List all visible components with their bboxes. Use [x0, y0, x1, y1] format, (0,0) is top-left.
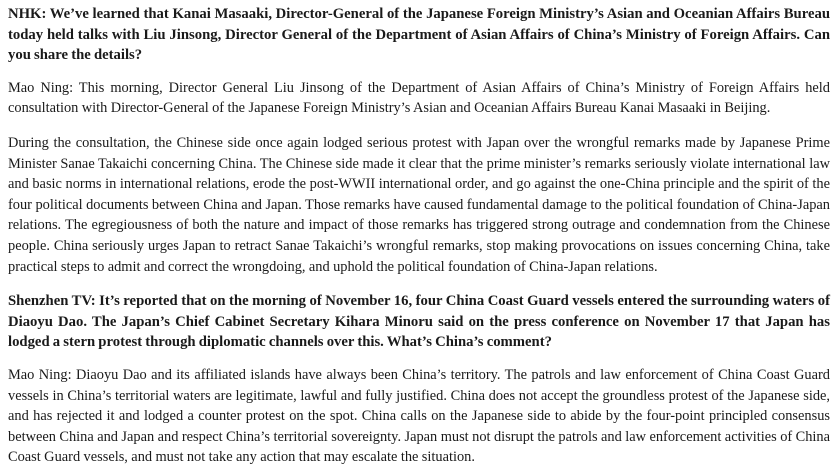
nhk-question: NHK: We’ve learned that Kanai Masaaki, Director-General of the Japanese Foreign Ministry’s Asian and Oceanian Affairs Bureau today held talks with Liu Jinsong, Director General of the Department of Asian Affairs of China’s Ministry of Foreign Affairs. Can you share the details?	[8, 6, 830, 64]
answer-paragraph-consultation: Mao Ning: This morning, Director General Liu Jinsong of the Department of Asian Affairs of China’s Ministry of Foreign Affairs held consultation with Director-General of the Japanese Foreign Ministry’s Asian and Oceanian Affairs Bureau Kanai Masaaki in Beijing.	[8, 79, 830, 117]
answer-paragraph-protest: During the consultation, the Chinese side once again lodged serious protest with Japan over the wrongful remarks made by Japanese Prime Minister Sanae Takaichi concerning China. The Chinese side made it clear that the prime minister’s remarks seriously violate international law and basic norms in international relations, erode the post-WWII international order, and go against the one-China principle and the spirit of the four political documents between China and Japan. Those remarks have caused fundamental damage to the political foundation of China-Japan relations. The egregiousness of both the nature and impact of those remarks has triggered strong outrage and condemnation from the Chinese people. China seriously urges Japan to retract Sanae Takaichi’s wrongful remarks, stop making provocations on issues concerning China, take practical steps to admit and correct the wrongdoing, and uphold the political foundation of China-Japan relations.	[8, 134, 830, 275]
answer-paragraph-diaoyu-dao: Mao Ning: Diaoyu Dao and its affiliated islands have always been China’s territory. The patrols and law enforcement of China Coast Guard vessels in China’s territorial waters are legitimate, lawful and fully justified. China does not accept the groundless protest of the Japanese side, and has rejected it and lodged a counter protest on the spot. China calls on the Japanese side to abide by the four-point principled consensus between China and Japan and respect China’s territorial sovereignty. Japan must not disrupt the patrols and law enforcement activities of China Coast Guard vessels, and must not take any action that may escalate the situation.	[8, 366, 830, 466]
shenzhen-tv-question: Shenzhen TV: It’s reported that on the morning of November 16, four China Coast Guard vessels entered the surrounding waters of Diaoyu Dao. The Japan’s Chief Cabinet Secretary Kihara Minoru said on the press conference on November 17 that Japan has lodged a stern protest through diplomatic channels over this. What’s China’s comment?	[8, 293, 830, 351]
